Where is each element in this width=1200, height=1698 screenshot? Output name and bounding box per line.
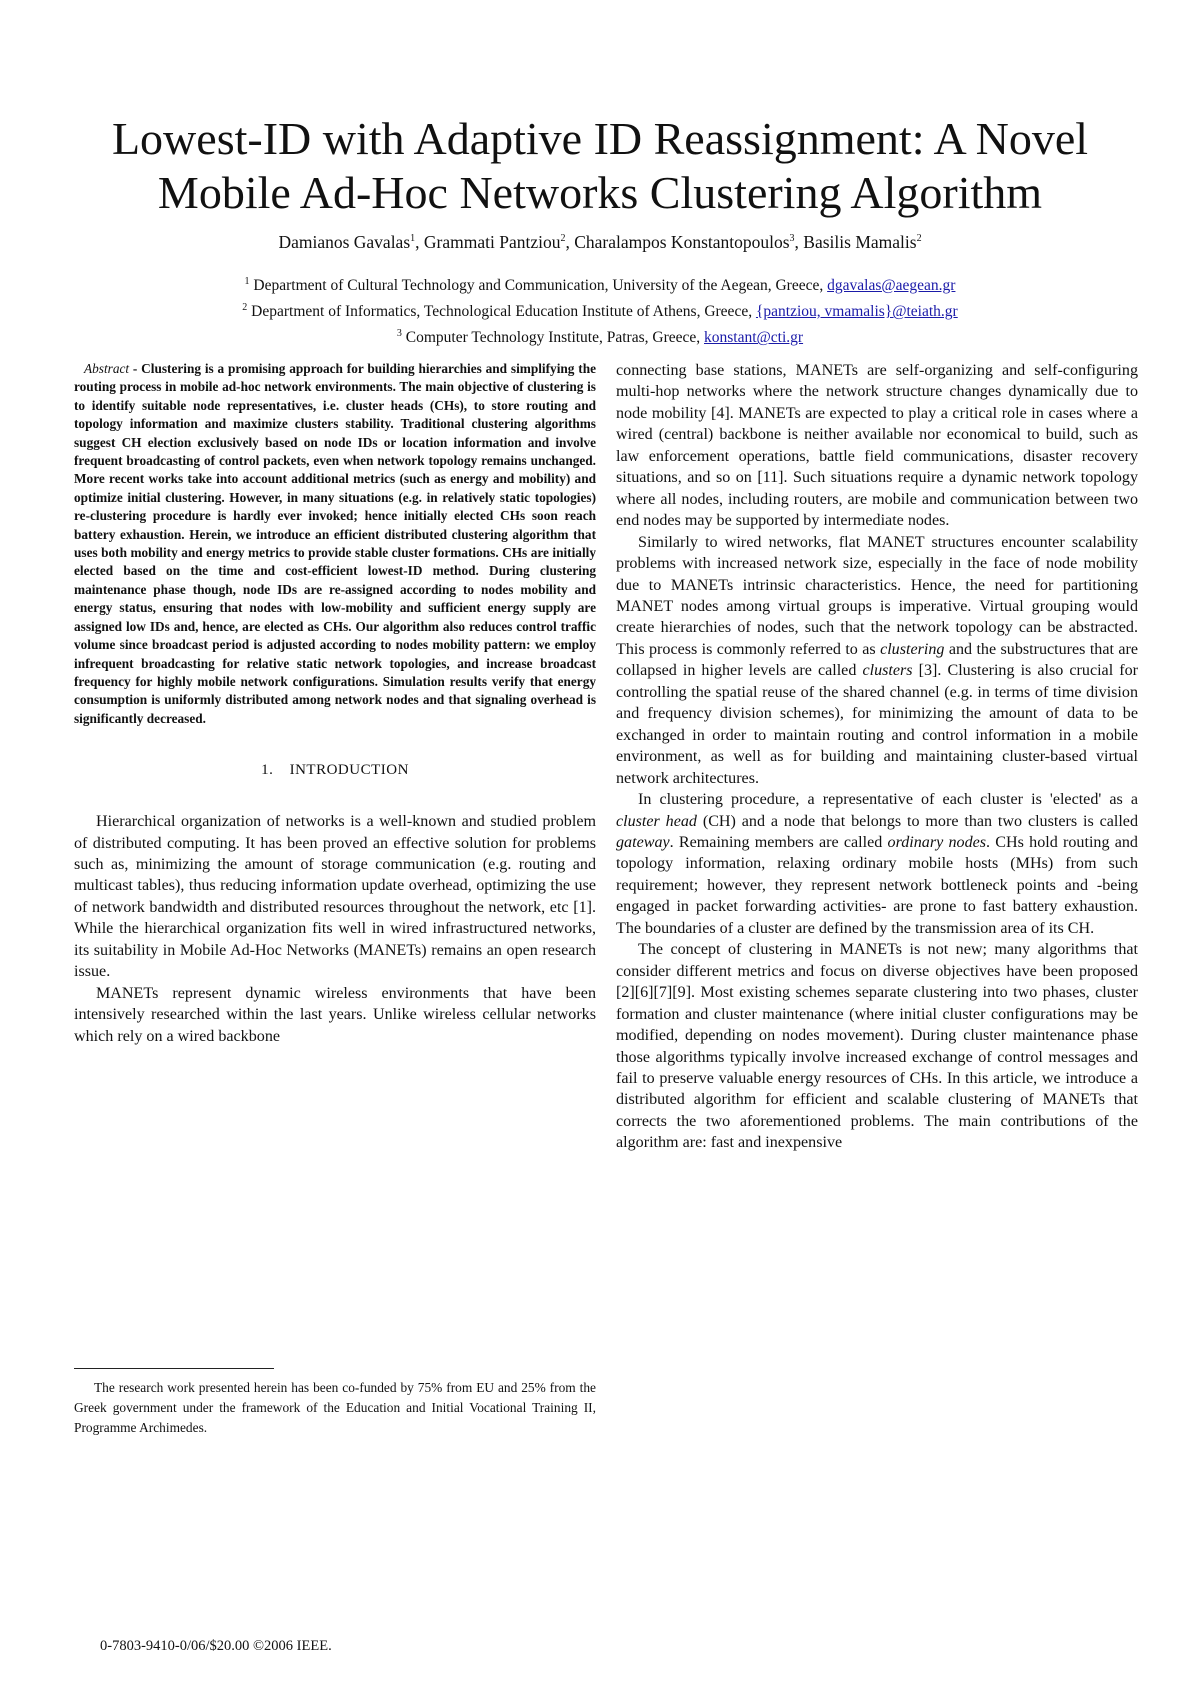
footnote-divider	[74, 1368, 274, 1369]
affiliation-mark: 2	[242, 302, 248, 314]
abstract-label: Abstract	[84, 361, 130, 376]
body-paragraph	[616, 532, 1138, 789]
author-affil-mark: 3	[789, 233, 795, 244]
affiliation-list	[40, 271, 1160, 349]
author-affil-mark: 1	[410, 233, 416, 244]
paragraph-text: [3]. Clustering is also crucial for controlling the spatial reuse of the shared channel (e.g. in terms of time division and frequency division schemes), for minimizing the amount of data to be exchanged in order to maintain routing and control information in a mobile environment, as well as for building and maintaining cluster-based virtual network architectures.	[616, 662, 1139, 787]
copyright-notice: 0-7803-9410-0/06/$20.00 ©2006 IEEE.	[100, 1638, 332, 1654]
right-column	[616, 360, 1138, 1154]
email-link[interactable]: dgavalas@aegean.gr	[827, 277, 956, 295]
author-name: Grammati Pantziou	[423, 231, 561, 252]
email-link[interactable]: {pantziou, vmamalis}@teiath.gr	[755, 303, 958, 321]
body-paragraph: Hierarchical organization of networks is a well-known and studied problem of distributed computing. It has been proved an effective solution for problems such as, minimizing the amount of storage communication (e.g. routing and multicast tables), thus reducing information update overhead, optimizing the use of network bandwidth and distributed resources throughout the network, etc [1]. While the hierarchical organization fits well in wired infrastructured networks, its suitability in Mobile Ad-Hoc Networks (MANETs) remains an open research issue.	[74, 813, 596, 981]
affiliation-text: Department of Informatics, Technological Education Institute of Athens, Greece,	[251, 303, 756, 321]
affiliation	[40, 323, 1160, 349]
author-affil-mark: 2	[916, 233, 922, 244]
affiliation-mark: 3	[396, 328, 402, 340]
body-paragraph: The concept of clustering in MANETs is not new; many algorithms that consider different metrics and focus on diverse objectives have been proposed [2][6][7][9]. Most existing schemes separate clustering into two phases, cluster formation and cluster maintenance (where initial cluster configurations may be modified, depending on nodes movement). During cluster maintenance phase those algorithms typically involve increased exchange of control messages and fail to preserve valuable energy resources of CHs. In this article, we introduce a distributed algorithm for efficient and scalable clustering of MANETs that corrects the two aforementioned problems. The main contributions of the algorithm are: fast and inexpensive	[616, 941, 1138, 1152]
emphasis-term: gateway	[616, 833, 670, 851]
paragraph-text: Similarly to wired networks, flat MANET structures encounter scalability problems with increased network size, especially in the face of node mobility due to MANETs intrinsic characteristics. Hence, the need for partitioning MANET nodes among virtual groups is imperative. Virtual grouping would create hierarchies of nodes, such that the network topology can be abstracted. This process is commonly referred to as	[616, 533, 1138, 658]
author-name: Charalampos Konstantopoulos	[574, 231, 790, 252]
body-paragraph	[616, 789, 1138, 939]
author-name: Basilis Mamalis	[803, 231, 917, 252]
emphasis-term: ordinary nodes	[887, 833, 987, 851]
affiliation-text: Department of Cultural Technology and Communication, University of the Aegean, Greece,	[253, 277, 828, 295]
affiliation-text: Computer Technology Institute, Patras, Greece,	[405, 329, 704, 347]
emphasis-term: clustering	[880, 640, 945, 658]
abstract-text: - Clustering is a promising approach for building hierarchies and simplifying the routing process in mobile ad-hoc network environments. The main objective of clustering is to identify suitable node representatives, i.e. cluster heads (CHs), to store routing and topology information and maximize clusters stability. Traditional clustering algorithms suggest CH election exclusively based on node IDs or location information and involve frequent broadcasting of control packets, even when network topology remains unchanged. More recent works take into account additional metrics (such as energy and mobility) and optimize initial clustering. However, in many situations (e.g. in relatively static topologies) re-clustering procedure is hardly ever invoked; hence initially elected CHs soon reach battery exhaustion. Herein, we introduce an efficient distributed clustering algorithm that uses both mobility and energy metrics to provide stable cluster formations. CHs are initially elected based on the time and cost-efficient lowest-ID method. During clustering maintenance phase though, node IDs are re-assigned according to nodes mobility and energy status, ensuring that nodes with low-mobility and sufficient energy supply are assigned low IDs and, hence, are elected as CHs. Our algorithm also reduces control traffic volume since broadcast period is adjusted according to nodes mobility pattern: we employ infrequent broadcasting for relative static network topologies, and increase broadcast frequency for highly mobile network configurations. Simulation results verify that energy consumption is uniformly distributed among network nodes and that signaling overhead is significantly decreased.	[74, 361, 596, 726]
footnote: The research work presented herein has been co-funded by 75% from EU and 25% from the Greek government under the framework of the Education and Initial Vocational Training II, Programme Archimedes.	[74, 1380, 596, 1435]
paper-title: Lowest-ID with Adaptive ID Reassignment: A Novel Mobile Ad-Hoc Networks Clustering Algorithm	[111, 113, 1089, 218]
paragraph-text: . Remaining members are called	[669, 833, 888, 851]
left-column	[74, 360, 596, 1047]
author-affil-mark: 2	[560, 233, 566, 244]
abstract	[74, 360, 596, 728]
emphasis-term: clusters	[862, 662, 913, 680]
affiliation	[40, 271, 1160, 297]
section-number: 1.	[261, 762, 274, 779]
section-title: INTRODUCTION	[289, 762, 409, 779]
paragraph-text: (CH) and a node that belongs to more than two clusters is called	[696, 812, 1139, 830]
paragraph-text: In clustering procedure, a representative of each cluster is 'elected' as a	[638, 791, 1138, 809]
body-paragraph: connecting base stations, MANETs are self-organizing and self-configuring multi-hop networks where the network structure changes dynamically due to node mobility [4]. MANETs are expected to play a critical role in cases where a wired (central) backbone is neither available nor economical to build, such as law enforcement operations, battle field communications, disaster recovery situations, and so on [11]. Such situations require a dynamic network topology where all nodes, including routers, are mobile and communication between two end nodes may be supported by intermediate nodes.	[616, 362, 1138, 530]
author-list: Damianos Gavalas$^1$, Grammati Pantziou$^2$, Charalampos Konstantopoulos$^3$, Basilis Mamalis$^2$	[278, 231, 922, 252]
body-paragraph: MANETs represent dynamic wireless environments that have been intensively researched within the last years. Unlike wireless cellular networks which rely on a wired backbone	[74, 984, 596, 1045]
affiliation	[40, 297, 1160, 323]
paragraph-text: and the substructures that are collapsed in higher levels are called	[616, 640, 1139, 680]
paragraph-text: . CHs hold routing and topology information, relaxing ordinary mobile hosts (MHs) from such requirement; however, they represent network bottleneck points and -being engaged in packet forwarding activities- are prone to fast battery exhaustion. The boundaries of a cluster are defined by the transmission area of its CH.	[616, 833, 1138, 937]
author-name: Damianos Gavalas	[278, 231, 411, 252]
emphasis-term: cluster head	[616, 812, 697, 830]
affiliation-mark: 1	[244, 276, 250, 287]
section-heading	[74, 762, 596, 779]
email-link[interactable]: konstant@cti.gr	[704, 329, 804, 347]
